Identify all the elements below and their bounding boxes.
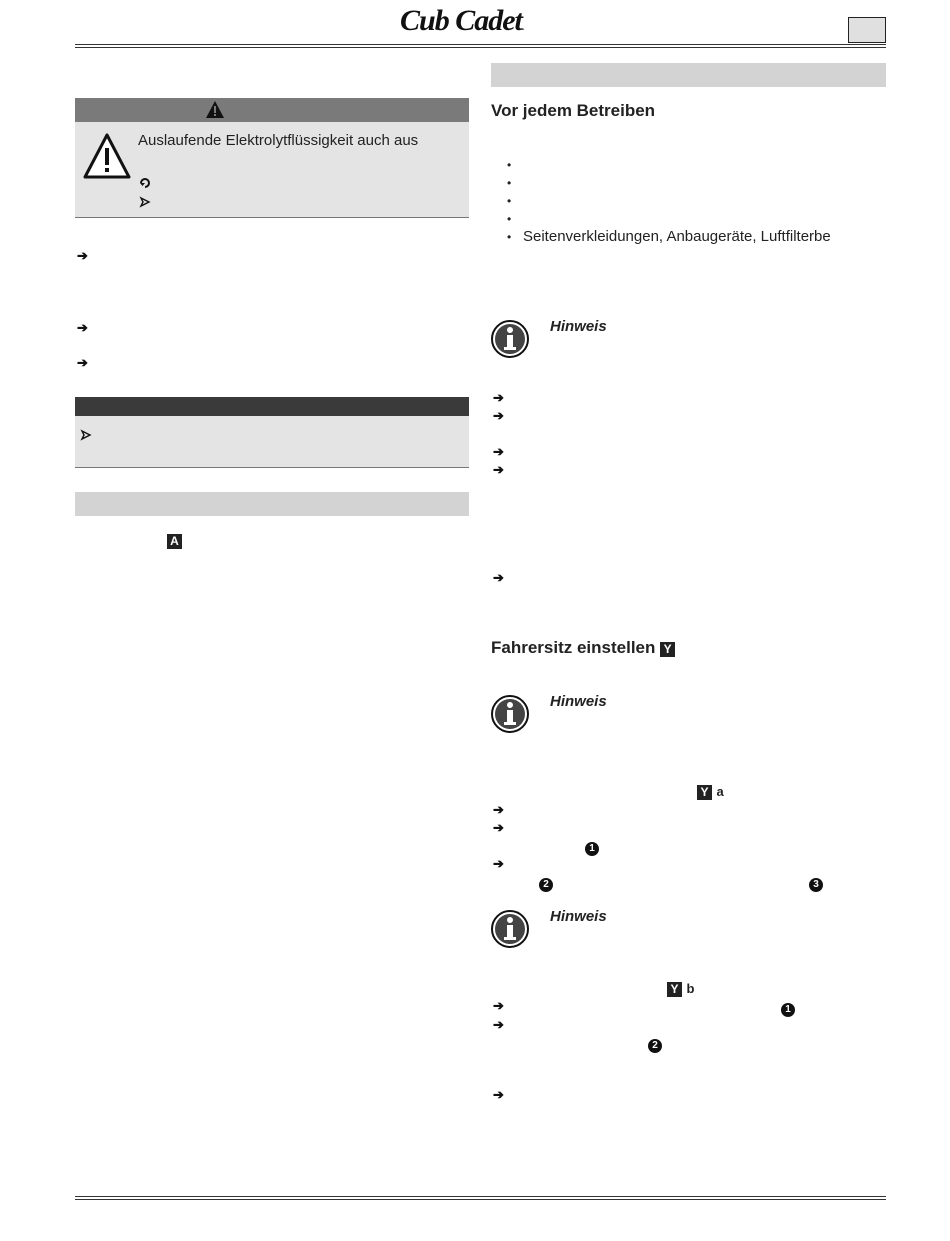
hinweis-label: Hinweis xyxy=(550,318,607,335)
figure-tag-a xyxy=(167,532,182,550)
bullet-dot: • xyxy=(507,230,512,244)
callout-number: 2 xyxy=(648,1039,662,1053)
step-arrow: ➔ xyxy=(493,1087,504,1102)
instruction-icon xyxy=(80,429,92,441)
callout-1 xyxy=(781,999,795,1017)
figure-ref-yb xyxy=(667,980,694,998)
section-title-before-use: Vor jedem Betreiben xyxy=(491,101,656,120)
figure-letter-a: a xyxy=(716,784,724,799)
callout-2 xyxy=(648,1035,662,1053)
figure-ref-ya xyxy=(697,783,724,801)
callout-number: 3 xyxy=(809,878,823,892)
logo-mark: . xyxy=(521,22,524,32)
figure-tag-y: Y xyxy=(667,982,682,997)
section-bar-left xyxy=(75,492,469,516)
reference-icon xyxy=(139,177,151,189)
info-icon xyxy=(490,319,530,359)
section-bar-right xyxy=(491,63,886,87)
step-arrow: ➔ xyxy=(493,570,504,585)
seat-title-text: Fahrersitz einstellen xyxy=(491,638,656,657)
callout-2 xyxy=(539,874,553,892)
step-arrow: ➔ xyxy=(493,444,504,459)
warning-triangle-small-icon xyxy=(205,100,225,119)
warning-body xyxy=(75,122,469,218)
info-icon xyxy=(490,909,530,949)
hinweis-label: Hinweis xyxy=(550,908,607,925)
step-arrow: ➔ xyxy=(493,856,504,871)
step-arrow: ➔ xyxy=(493,462,504,477)
step-arrow: ➔ xyxy=(493,1017,504,1032)
hinweis-label: Hinweis xyxy=(550,693,607,710)
callout-number: 2 xyxy=(539,878,553,892)
step-arrow: ➔ xyxy=(493,802,504,817)
footer-rule-bottom xyxy=(75,1199,886,1200)
language-box xyxy=(848,17,886,43)
step-arrow: ➔ xyxy=(77,320,88,335)
figure-tag-y: Y xyxy=(697,785,712,800)
callout-number: 1 xyxy=(781,1003,795,1017)
callout-1 xyxy=(585,838,599,856)
warning-header xyxy=(75,98,469,122)
note-header xyxy=(75,397,469,416)
note-body xyxy=(75,416,469,468)
warning-triangle-icon xyxy=(82,132,132,180)
figure-letter-b: b xyxy=(686,981,695,996)
step-arrow: ➔ xyxy=(77,248,88,263)
bullet-dot: • xyxy=(507,158,512,172)
header-rule-bottom xyxy=(75,47,886,48)
info-icon xyxy=(490,694,530,734)
step-arrow: ➔ xyxy=(493,390,504,405)
figure-tag-label: A xyxy=(167,534,182,549)
bullet-text: Seitenverkleidungen, Anbaugeräte, Luftfilterbe xyxy=(523,228,831,245)
figure-tag-y: Y xyxy=(660,642,675,657)
brand-logo xyxy=(400,4,523,38)
step-arrow: ➔ xyxy=(493,998,504,1013)
warning-text: Auslaufende Elektrolytflüssigkeit auch aus xyxy=(138,132,419,149)
section-title-seat xyxy=(491,638,675,658)
header-rule-top xyxy=(75,44,886,45)
step-arrow: ➔ xyxy=(493,408,504,423)
callout-number: 1 xyxy=(585,842,599,856)
step-arrow: ➔ xyxy=(493,820,504,835)
bullet-dot: • xyxy=(507,176,512,190)
step-arrow: ➔ xyxy=(77,355,88,370)
footer-rule-top xyxy=(75,1196,886,1197)
bullet-dot: • xyxy=(507,194,512,208)
callout-3 xyxy=(809,874,823,892)
bullet-dot: • xyxy=(507,212,512,226)
logo-text: Cub Cadet xyxy=(400,4,522,37)
instruction-icon xyxy=(139,196,151,208)
